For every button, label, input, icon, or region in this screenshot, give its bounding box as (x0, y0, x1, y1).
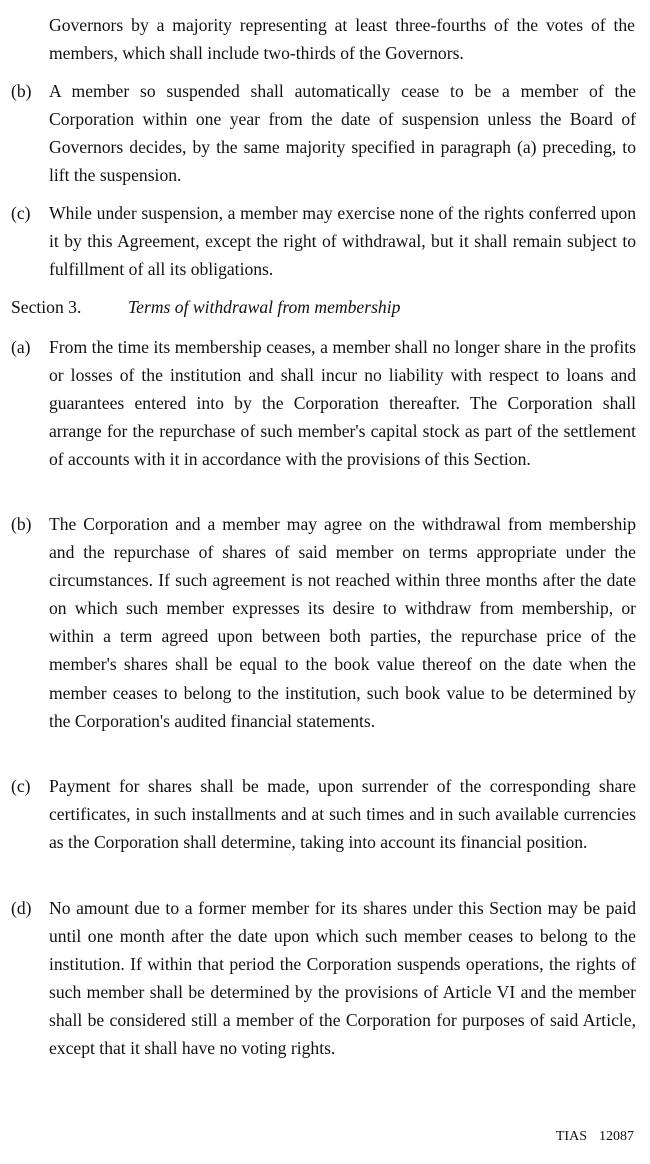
paragraph-b-suspension (11, 77, 636, 189)
paragraph-marker: (c) (11, 776, 31, 796)
section-title: Terms of withdrawal from membership (128, 297, 401, 317)
footer-number: 12087 (599, 1129, 634, 1144)
footer-series: TIAS (555, 1129, 587, 1144)
section-heading (11, 293, 400, 321)
paragraph-c-suspension (11, 199, 636, 283)
paragraph-text: From the time its membership ceases, a member shall no longer share in the profits or losses of the institution and shall incur no liability with respect to loans and guarantees entered into by the Corporation thereafter. The Corporation shall arrange for the repurchase of such member's capital stock as part of the settlement of accounts with it in accordance with the provisions of this Section. (49, 337, 636, 470)
paragraph-text: No amount due to a former member for its shares under this Section may be paid until one month after the date upon which such member ceases to belong to the institution. If within that period the Corporation suspends operations, the rights of such member shall be determined by the provisions of Article VI and the member shall be considered still a member of the Corporation for purposes of said Article, except that it shall have no voting rights. (49, 898, 636, 1059)
paragraph-marker: (a) (11, 337, 31, 357)
paragraph-a-withdrawal (11, 333, 636, 473)
paragraph-c-withdrawal (11, 772, 636, 856)
paragraph-b-withdrawal (11, 510, 636, 735)
section-number: Section 3. (11, 297, 82, 317)
paragraph-text: The Corporation and a member may agree on the withdrawal from membership and the repurchase of shares of said member on terms appropriate under the circumstances. If such agreement is not reached within three months after the date on which such member expresses its desire to withdraw from membership, or within a term agreed upon between both parties, the repurchase price of the member's shares shall be equal to the book value thereof on the date when the member ceases to belong to the institution, such book value to be determined by the Corporation's audited financial statements. (49, 514, 636, 731)
paragraph-text: A member so suspended shall automatically cease to be a member of the Corporation within one year from the date of suspension unless the Board of Governors decides, by the same majority specified in paragraph (a) preceding, to lift the suspension. (49, 81, 636, 186)
paragraph-d-withdrawal (11, 894, 636, 1063)
paragraph-marker: (b) (11, 514, 32, 534)
paragraph-marker: (d) (11, 898, 32, 918)
paragraph-marker: (c) (11, 203, 31, 223)
paragraph-marker: (b) (11, 81, 32, 101)
continued-paragraph: Governors by a majority representing at least three-fourths of the votes of the members, which shall include two-thirds of the Governors. (49, 15, 635, 64)
paragraph-text: While under suspension, a member may exercise none of the rights conferred upon it by this Agreement, except the right of withdrawal, but it shall remain subject to fulfillment of all its obligations. (49, 203, 636, 280)
page-footer (556, 1128, 634, 1146)
paragraph-text: Payment for shares shall be made, upon surrender of the corresponding share certificates, in such installments and at such times and in such available currencies as the Corporation shall determine, taking into account its financial position. (49, 776, 636, 853)
